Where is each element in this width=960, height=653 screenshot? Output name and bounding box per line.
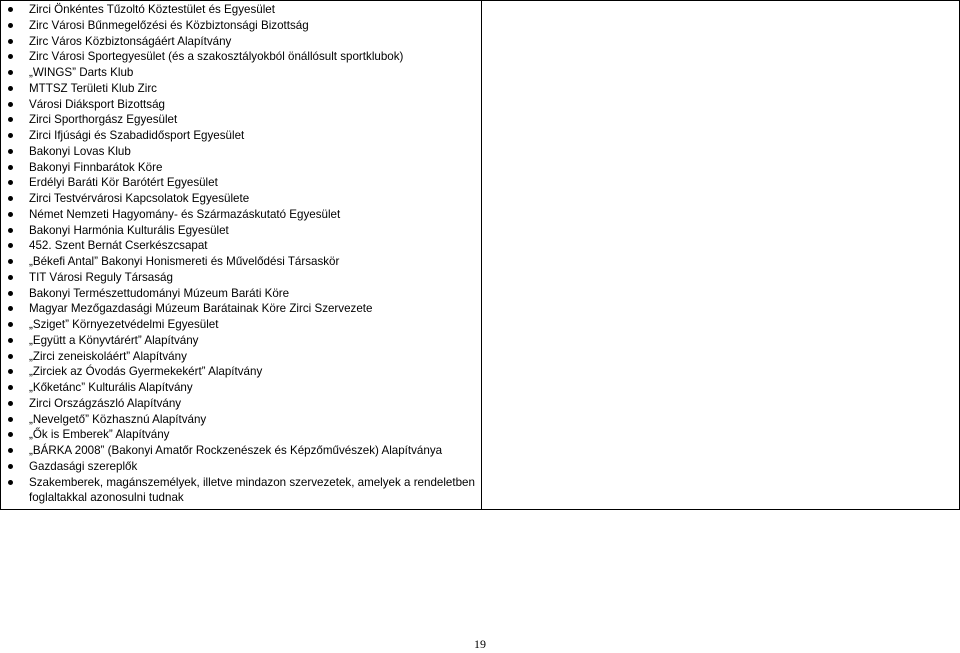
list-item-text: Zirci Sporthorgász Egyesület — [29, 113, 178, 127]
table-left-cell — [1, 1, 482, 509]
list-item-text: Zirci Testvérvárosi Kapcsolatok Egyesülete — [29, 192, 250, 205]
list-item — [1, 238, 481, 254]
bullet-icon — [8, 480, 13, 485]
list-item-text: Bakonyi Lovas Klub — [29, 144, 131, 158]
list-item-text: „Zirciek az Óvodás Gyermekekért” Alapítvány — [29, 365, 263, 379]
bullet-icon — [8, 338, 13, 343]
list-item-text: „Ők is Emberek” Alapítvány — [29, 428, 170, 442]
list-item — [1, 427, 481, 443]
list-item — [1, 412, 481, 428]
list-item — [1, 349, 481, 365]
list-item — [1, 34, 481, 50]
list-item-text: MTTSZ Területi Klub Zirc — [29, 81, 157, 95]
bullet-icon — [8, 385, 13, 390]
organization-list — [1, 1, 481, 506]
list-item-text: Zirc Város Közbiztonságáért Alapítvány — [29, 34, 232, 48]
bullet-icon — [8, 464, 13, 469]
list-item — [1, 364, 481, 380]
bullet-icon — [8, 401, 13, 406]
list-item-text: Erdélyi Baráti Kör Barótért Egyesület — [29, 176, 218, 190]
page-number: 19 — [474, 637, 486, 651]
list-item-text: „Nevelgető” Közhasznú Alapítvány — [29, 412, 207, 426]
list-item-text: „Békefi Antal” Bakonyi Honismereti és Művelődési Társaskör — [29, 255, 340, 268]
list-item — [1, 207, 481, 223]
list-item — [1, 459, 481, 475]
bullet-icon — [8, 7, 13, 12]
bullet-icon — [8, 243, 13, 248]
bullet-icon — [8, 117, 13, 122]
list-item — [1, 49, 481, 65]
list-item — [1, 301, 481, 317]
bullet-icon — [8, 23, 13, 28]
bullet-icon — [8, 54, 13, 59]
list-item — [1, 112, 481, 128]
list-item — [1, 380, 481, 396]
list-item-text: Zirc Városi Sportegyesület (és a szakosztályokból önállósult sportklubok) — [29, 50, 404, 64]
bullet-icon — [8, 275, 13, 280]
list-item-text: „Kőketánc” Kulturális Alapítvány — [29, 381, 193, 394]
list-item-text: Bakonyi Finnbarátok Köre — [29, 160, 163, 174]
list-item-text: Bakonyi Harmónia Kulturális Egyesület — [29, 223, 229, 237]
list-item — [1, 128, 481, 144]
list-item-text: „Sziget” Környezetvédelmi Egyesület — [29, 318, 219, 331]
list-item — [1, 443, 481, 459]
list-item — [1, 317, 481, 333]
bullet-icon — [8, 417, 13, 422]
list-item — [1, 97, 481, 113]
list-item-text: Városi Diáksport Bizottság — [29, 97, 165, 111]
list-item — [1, 144, 481, 160]
list-item — [1, 270, 481, 286]
list-item-text: „Együtt a Könyvtárért” Alapítvány — [29, 333, 199, 347]
list-item — [1, 286, 481, 302]
list-item — [1, 396, 481, 412]
list-item-text: „Zirci zeneiskoláért” Alapítvány — [29, 349, 187, 363]
bullet-icon — [8, 432, 13, 437]
bullet-icon — [8, 102, 13, 107]
list-item — [1, 160, 481, 176]
list-item — [1, 191, 481, 207]
list-item — [1, 175, 481, 191]
list-item-text: Zirci Országzászló Alapítvány — [29, 396, 182, 410]
list-item-text: „WINGS” Darts Klub — [29, 66, 134, 79]
bullet-icon — [8, 180, 13, 185]
bullet-icon — [8, 86, 13, 91]
list-item-text: 452. Szent Bernát Cserkészcsapat — [29, 239, 208, 253]
list-item-text: Bakonyi Természettudományi Múzeum Baráti Köre — [29, 286, 290, 300]
bullet-icon — [8, 291, 13, 296]
bullet-icon — [8, 306, 13, 311]
bullet-icon — [8, 322, 13, 327]
list-item — [1, 2, 481, 18]
bullet-icon — [8, 70, 13, 75]
bullet-icon — [8, 133, 13, 138]
list-item-text: Zirci Önkéntes Tűzoltó Köztestület és Egyesület — [29, 3, 275, 16]
list-item — [1, 254, 481, 270]
list-item-text: TIT Városi Reguly Társaság — [29, 270, 173, 284]
list-item-text: „BÁRKA 2008” (Bakonyi Amatőr Rockzenészek és Képzőművészek) Alapítványa — [29, 444, 443, 457]
list-item-text: Szakemberek, magánszemélyek, illetve mindazon szervezetek, amelyek a rendeletben foglaltakkal azonosulni tudnak — [29, 475, 475, 505]
bullet-icon — [8, 212, 13, 217]
list-item — [1, 333, 481, 349]
list-item-text: Gazdasági szereplők — [29, 459, 138, 473]
bullet-icon — [8, 448, 13, 453]
list-item — [1, 81, 481, 97]
bullet-icon — [8, 165, 13, 170]
list-item-text: Német Nemzeti Hagyomány- és Származáskutató Egyesület — [29, 207, 341, 221]
bullet-icon — [8, 259, 13, 264]
list-item — [1, 223, 481, 239]
list-item — [1, 475, 481, 507]
table-right-cell — [482, 1, 959, 509]
bullet-icon — [8, 39, 13, 44]
list-item-text: Magyar Mezőgazdasági Múzeum Barátainak Köre Zirci Szervezete — [29, 302, 373, 316]
bullet-icon — [8, 196, 13, 201]
bullet-icon — [8, 149, 13, 154]
list-item — [1, 18, 481, 34]
bullet-icon — [8, 369, 13, 374]
list-item-text: Zirci Ifjúsági és Szabadidősport Egyesület — [29, 129, 245, 142]
list-item — [1, 65, 481, 81]
list-item-text: Zirc Városi Bűnmegelőzési és Közbiztonsági Bizottság — [29, 18, 309, 32]
bullet-icon — [8, 228, 13, 233]
bullet-icon — [8, 354, 13, 359]
